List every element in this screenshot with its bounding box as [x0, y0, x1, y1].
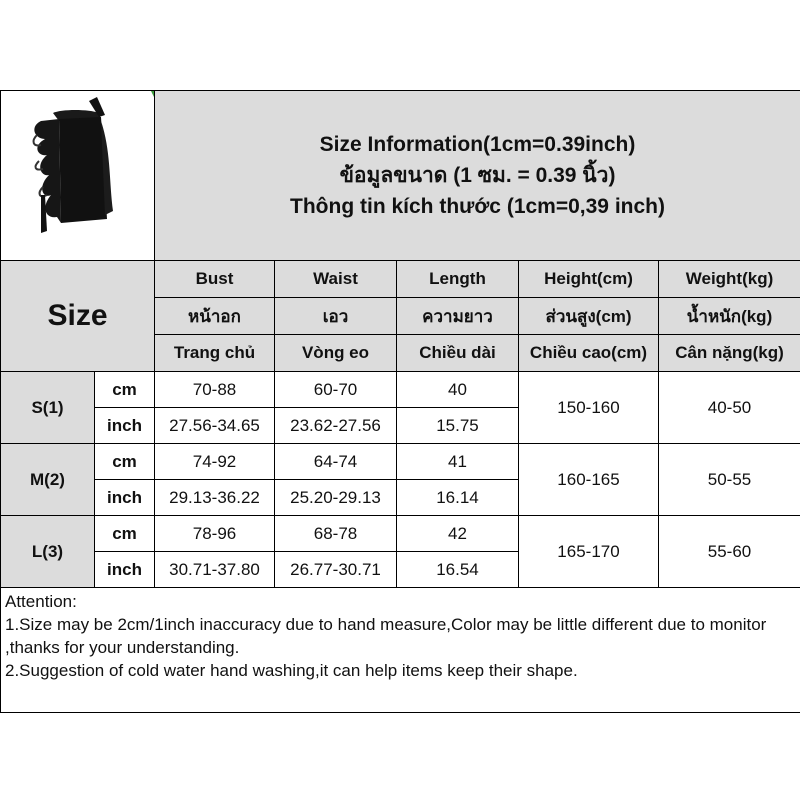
- unit-label: cm: [95, 444, 155, 480]
- col-header-waist: Waist: [275, 261, 397, 298]
- table-cell: 23.62-27.56: [275, 408, 397, 444]
- table-cell: 68-78: [275, 516, 397, 552]
- unit-label: inch: [95, 552, 155, 588]
- table-cell: 27.56-34.65: [155, 408, 275, 444]
- col-header-height-thai: ส่วนสูง(cm): [519, 298, 659, 335]
- table-cell-height: 150-160: [519, 372, 659, 444]
- size-chart: [0, 90, 800, 710]
- attention-heading: Attention:: [5, 592, 77, 611]
- table-cell: 30.71-37.80: [155, 552, 275, 588]
- table-cell: 78-96: [155, 516, 275, 552]
- table-cell-weight: 50-55: [659, 444, 800, 516]
- col-header-height: Height(cm): [519, 261, 659, 298]
- attention-line-2: 2.Suggestion of cold water hand washing,it can help items keep their shape.: [5, 661, 578, 680]
- col-header-height-vi: Chiều cao(cm): [519, 335, 659, 372]
- table-cell: 15.75: [397, 408, 519, 444]
- title-thai: ข้อมูลขนาด (1 ซม. = 0.39 นิ้ว): [339, 164, 616, 187]
- col-header-weight: Weight(kg): [659, 261, 800, 298]
- col-header-length: Length: [397, 261, 519, 298]
- table-cell: 60-70: [275, 372, 397, 408]
- table-cell: 25.20-29.13: [275, 480, 397, 516]
- col-header-waist-vi: Vòng eo: [275, 335, 397, 372]
- size-name-m: M(2): [1, 444, 95, 516]
- table-cell-weight: 55-60: [659, 516, 800, 588]
- table-cell-height: 160-165: [519, 444, 659, 516]
- table-cell-weight: 40-50: [659, 372, 800, 444]
- col-header-length-thai: ความยาว: [397, 298, 519, 335]
- table-cell: 64-74: [275, 444, 397, 480]
- table-cell: 70-88: [155, 372, 275, 408]
- table-cell: 29.13-36.22: [155, 480, 275, 516]
- col-header-length-vi: Chiều dài: [397, 335, 519, 372]
- table-cell-height: 165-170: [519, 516, 659, 588]
- size-name-l: L(3): [1, 516, 95, 588]
- col-header-weight-vi: Cân nặng(kg): [659, 335, 800, 372]
- size-name-s: S(1): [1, 372, 95, 444]
- table-cell: 16.54: [397, 552, 519, 588]
- title-english: Size Information(1cm=0.39inch): [319, 133, 636, 156]
- table-cell: 42: [397, 516, 519, 552]
- table-cell: 16.14: [397, 480, 519, 516]
- attention-notes: [1, 588, 800, 713]
- col-header-bust-vi: Trang chủ: [155, 335, 275, 372]
- col-header-waist-thai: เอว: [275, 298, 397, 335]
- col-header-bust-thai: หน้าอก: [155, 298, 275, 335]
- title-cell: [155, 91, 800, 261]
- unit-label: inch: [95, 480, 155, 516]
- unit-label: cm: [95, 516, 155, 552]
- table-cell: 41: [397, 444, 519, 480]
- size-table: [0, 90, 800, 713]
- unit-label: inch: [95, 408, 155, 444]
- col-header-weight-thai: น้ำหนัก(kg): [659, 298, 800, 335]
- size-header: Size: [1, 261, 155, 372]
- table-cell: 40: [397, 372, 519, 408]
- table-cell: 74-92: [155, 444, 275, 480]
- title-vietnamese: Thông tin kích thước (1cm=0,39 inch): [290, 195, 665, 218]
- unit-label: cm: [95, 372, 155, 408]
- col-header-bust: Bust: [155, 261, 275, 298]
- table-cell: 26.77-30.71: [275, 552, 397, 588]
- product-photo-cell: [1, 91, 155, 261]
- attention-line-1: 1.Size may be 2cm/1inch inaccuracy due to hand measure,Color may be little different due to monitor ,thanks for your understanding.: [5, 615, 767, 657]
- skirt-image: [1, 91, 155, 260]
